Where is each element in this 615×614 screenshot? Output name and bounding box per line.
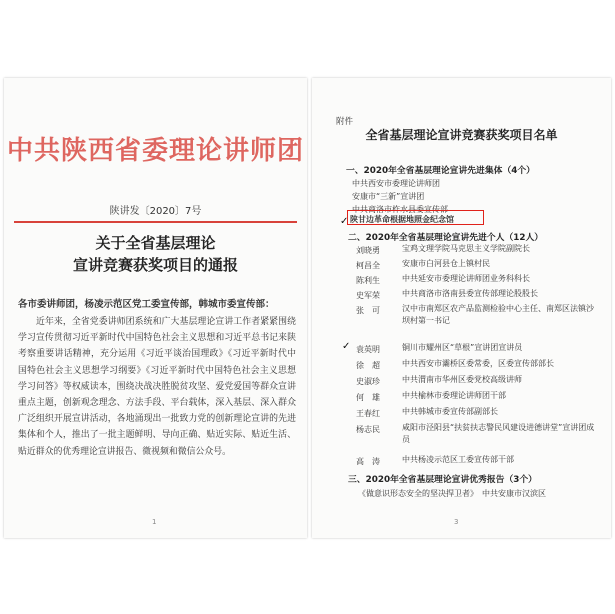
person-unit: 咸阳市泾阳县“扶贫扶志警民风建设进德讲堂”宣讲团成员 [402,423,595,444]
person-unit: 中共渭南市华州区委党校高级讲师 [402,375,522,384]
collective-item: 中共商洛市柞水县委宣传部 [352,205,448,214]
notice-page [4,78,307,538]
collective-item: 安康市“三新”宣讲团 [352,192,425,201]
notice-title-line2: 宣讲竞赛获奖项目的通报 [72,256,238,274]
person-unit: 中共商洛市洛南县委宣传部理论股股长 [402,289,538,298]
person-unit: 中共延安市委理论讲师团业务科科长 [402,274,530,283]
list-title: 全省基层理论宣讲竞赛获奖项目名单 [365,128,558,142]
person-name: 袁英明 [356,345,380,354]
person-name: 张 可 [356,306,380,315]
issuer-header: 中共陕西省委理论讲师团 [6,136,304,166]
person-name: 王春红 [356,409,380,418]
person-unit: 中共韩城市委宣传部副部长 [402,407,498,416]
check-mark-icon: ✓ [340,216,349,227]
person-name: 何 雄 [356,393,380,402]
person-name: 史淑珍 [356,377,380,386]
notice-body: 近年来，全省党委讲师团系统和广大基层理论宣讲工作者紧紧围绕学习宣传贯彻习近平新时代中国特色社会主义思想和习近平总书记来陕考察重要讲话精神，充分运用《习近平谈治国理政》《习近平新时代中国特色社会主义思想学习纲要》《习近平新时代中国特色社会主义思想学习问答》等权威读本，围绕决战决胜脱贫攻坚、爱党爱国等群众宣讲重点主题，创新观念理念、方法手段、平台载体，深入基层、深入群众广泛组织开展宣讲活动，各地涌现出一批致力党的创新理论宣讲的先进集体和个人，推出了一批主题鲜明、导向正确、贴近实际、贴近生活、贴近群众的优秀理论宣讲报告、微视频和微信公众号。 [18,317,296,457]
person-unit: 宝鸡文理学院马克思主义学院副院长 [402,244,530,253]
person-unit: 中共西安市灞桥区委常委，区委宣传部部长 [402,359,554,368]
person-name: 徐 超 [356,361,380,370]
person-name: 高 涛 [356,457,380,466]
collective-item: 中共西安市委理论讲师团 [352,179,440,188]
attachment-label: 附件 [336,117,354,127]
highlight-box [347,210,484,225]
person-name: 刘晓勇 [356,246,380,255]
person-unit: 中共杨凌示范区工委宣传部干部 [402,455,514,464]
page-number: 1 [152,518,157,526]
person-unit: 汉中市南郑区农产品监测检验中心主任、南郑区法镇沙坝村第一书记 [402,304,594,325]
notice-title [4,232,307,276]
person-unit: 安康市白河县仓上镇村民 [402,259,490,268]
highlighted-collective-item: 陕甘边革命根据地照金纪念馆 [350,215,454,224]
person-name: 柯昌全 [356,261,380,270]
page-number: 3 [454,518,459,526]
document-number: 陕讲发〔2020〕7号 [109,206,202,217]
section-heading: 二、2020年全省基层理论宣讲先进个人（12人） [348,233,544,243]
red-divider [14,221,297,223]
notice-title-line1: 关于全省基层理论 [95,234,216,252]
person-name: 陈利生 [356,276,380,285]
report-item: 《做意识形态安全的坚决捍卫者》 中共安康市汉滨区 [358,489,546,498]
check-mark-icon: ✓ [342,341,351,352]
person-unit: 铜川市耀州区“草根”宣讲团宣讲员 [402,343,523,352]
award-list-page [312,78,611,538]
section-heading: 一、2020年全省基层理论宣讲先进集体（4个） [346,166,535,176]
addressee: 各市委讲师团，杨凌示范区党工委宣传部，韩城市委宣传部： [18,299,275,310]
person-unit: 中共榆林市委理论讲师团干部 [402,391,506,400]
person-name: 杨志民 [356,425,380,434]
person-name: 史军荣 [356,291,380,300]
section-heading: 三、2020年全省基层理论宣讲优秀报告（3个） [348,475,537,485]
